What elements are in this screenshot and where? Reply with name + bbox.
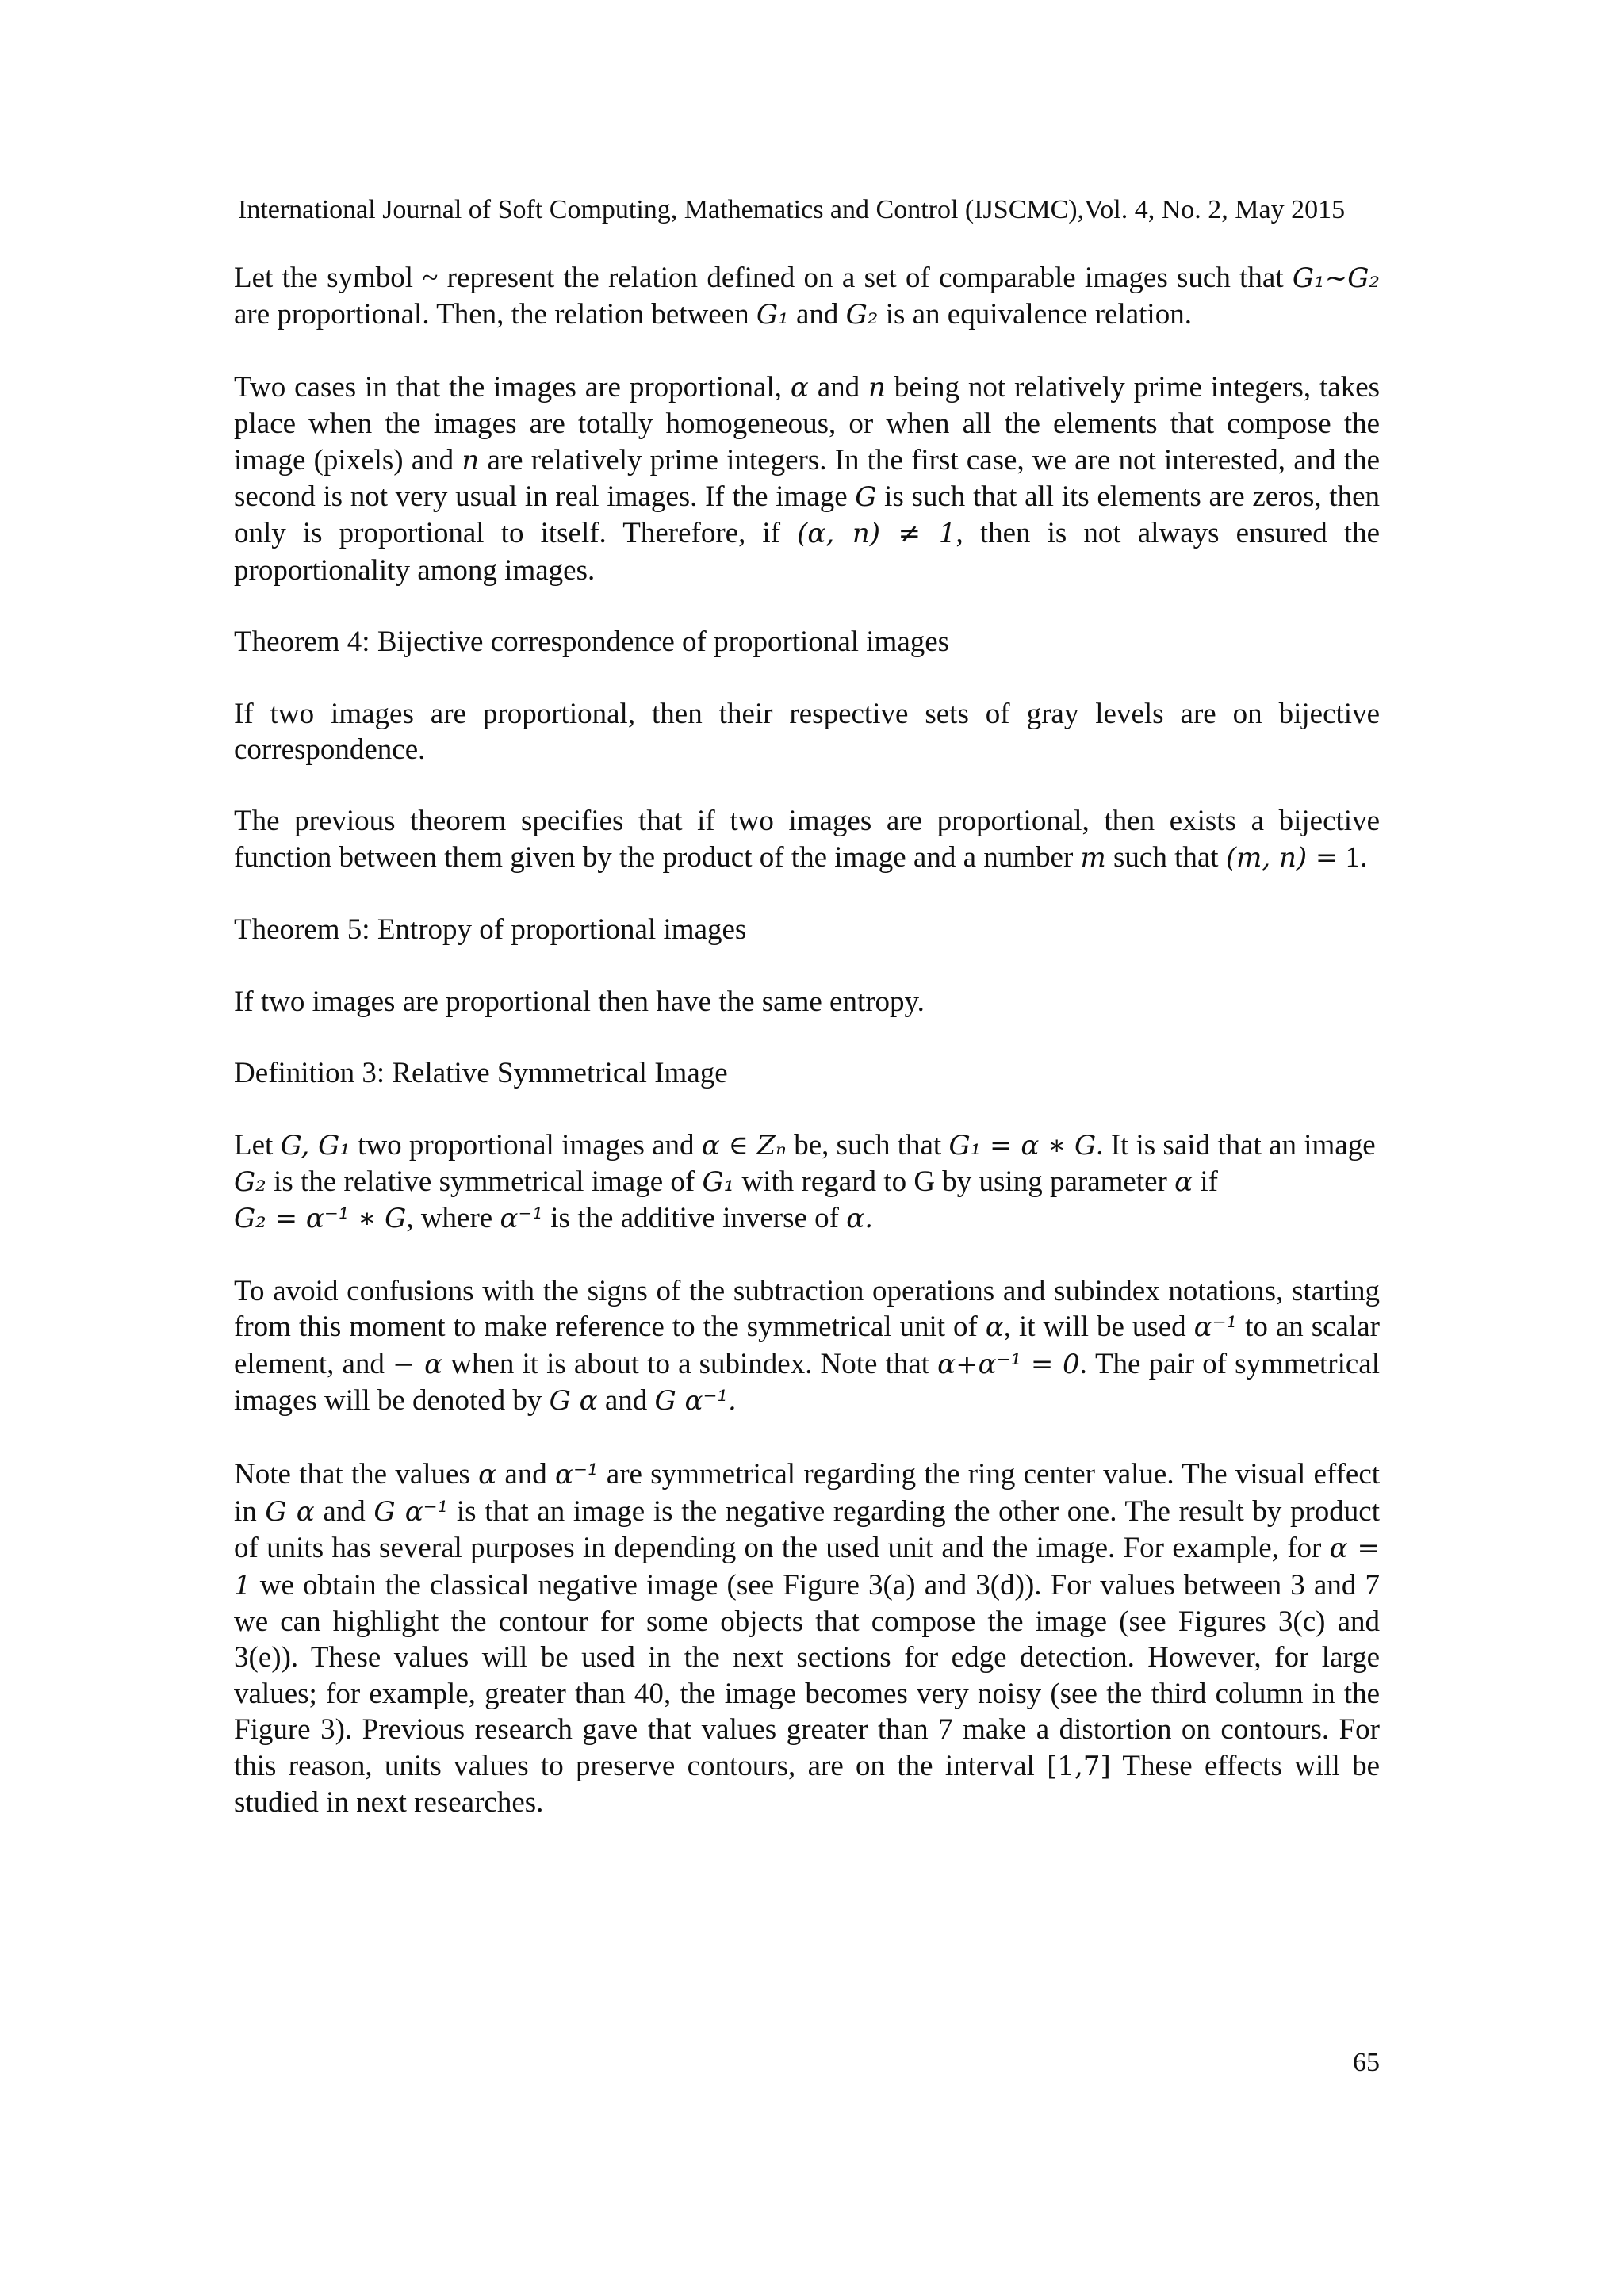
math-gcd-m-n: (m, n) =	[1225, 841, 1339, 874]
page-number: 65	[1353, 2048, 1380, 2077]
paragraph-equivalence-relation: Let the symbol ~ represent the relation defined on a set of comparable images such that G₁~G₂ are proportional. Then, the relation between G₁ and G₂ is an equivalence relation.	[234, 262, 1380, 331]
math-interval: [1,7]	[1047, 1750, 1111, 1782]
paragraph-two-cases: Two cases in that the images are proportional, α and n being not relatively prime integers, takes place when the images are totally homogeneous, or when all the elements that compose the image (pixels) and n are relatively prime integers. In the first case, we are not interested, and the second is not very usual in real images. If the image G is such that all its elements are zeros, then only is proportional to itself. Therefore, if (α, n) ≠ 1, then is not always ensured the proportionality among images.	[234, 370, 1381, 587]
definition-3-statement: Let G, G₁ two proportional images and α ∈ Zₙ be, such that G₁ = α ∗ G. It is said that an image G₂ is the relative symmetrical image of G₁ with regard to G by using parameter α if G₂ = α⁻¹ ∗ G, where α⁻¹ is the additive inverse of α.	[234, 1128, 1376, 1235]
body-text	[234, 260, 1380, 1820]
theorem-4-title: Theorem 4: Bijective correspondence of proportional images	[234, 626, 950, 659]
theorem-4-statement: If two images are proportional, then their respective sets of gray levels are on bijective correspondence.	[234, 697, 1380, 767]
math-gcd-alpha-n: (α, n) ≠ 1	[797, 518, 956, 550]
theorem-5-statement: If two images are proportional then have the same entropy.	[234, 985, 925, 1018]
math-g1-rel-g2: G₁~G₂	[1292, 262, 1380, 294]
running-header: International Journal of Soft Computing, Mathematics and Control (IJSCMC),Vol. 4, No. 2, May 2015	[238, 195, 1346, 224]
paragraph-symmetrical-values: Note that the values α and α⁻¹ are symmetrical regarding the ring center value. The visual effect in G α and G α⁻¹ is that an image is the negative regarding the other one. The result by product of units has several purposes in depending on the used unit and the image. For example, for α = 1 we obtain the classical negative image (see Figure 3(a) and 3(d)). For values between 3 and 7 we can highlight the contour for some objects that compose the image (see Figures 3(c) and 3(e)). These values will be used in the next sections for edge detection. However, for large values; for example, greater than 40, the image becomes very noisy (see the third column in the Figure 3). Previous research gave that values greater than 7 make a distortion on contours. For this reason, units values to preserve contours, are on the interval [1,7] These effects will be studied in next researches.	[234, 1458, 1381, 1819]
theorem-5-title: Theorem 5: Entropy of proportional images	[234, 913, 747, 947]
paragraph-previous-theorem: The previous theorem specifies that if two images are proportional, then exists a bijective function between them given by the product of the image and a number m such that (m, n) = 1.	[234, 805, 1380, 874]
definition-3-title: Definition 3: Relative Symmetrical Image	[234, 1057, 728, 1090]
paragraph-avoid-confusions: To avoid confusions with the signs of the subtraction operations and subindex notations, starting from this moment to make reference to the symmetrical unit of α, it will be used α⁻¹ to an scalar element, and − α when it is about to a subindex. Note that α+α⁻¹ = 0. The pair of symmetrical images will be denoted by G α and G α⁻¹.	[234, 1274, 1381, 1417]
